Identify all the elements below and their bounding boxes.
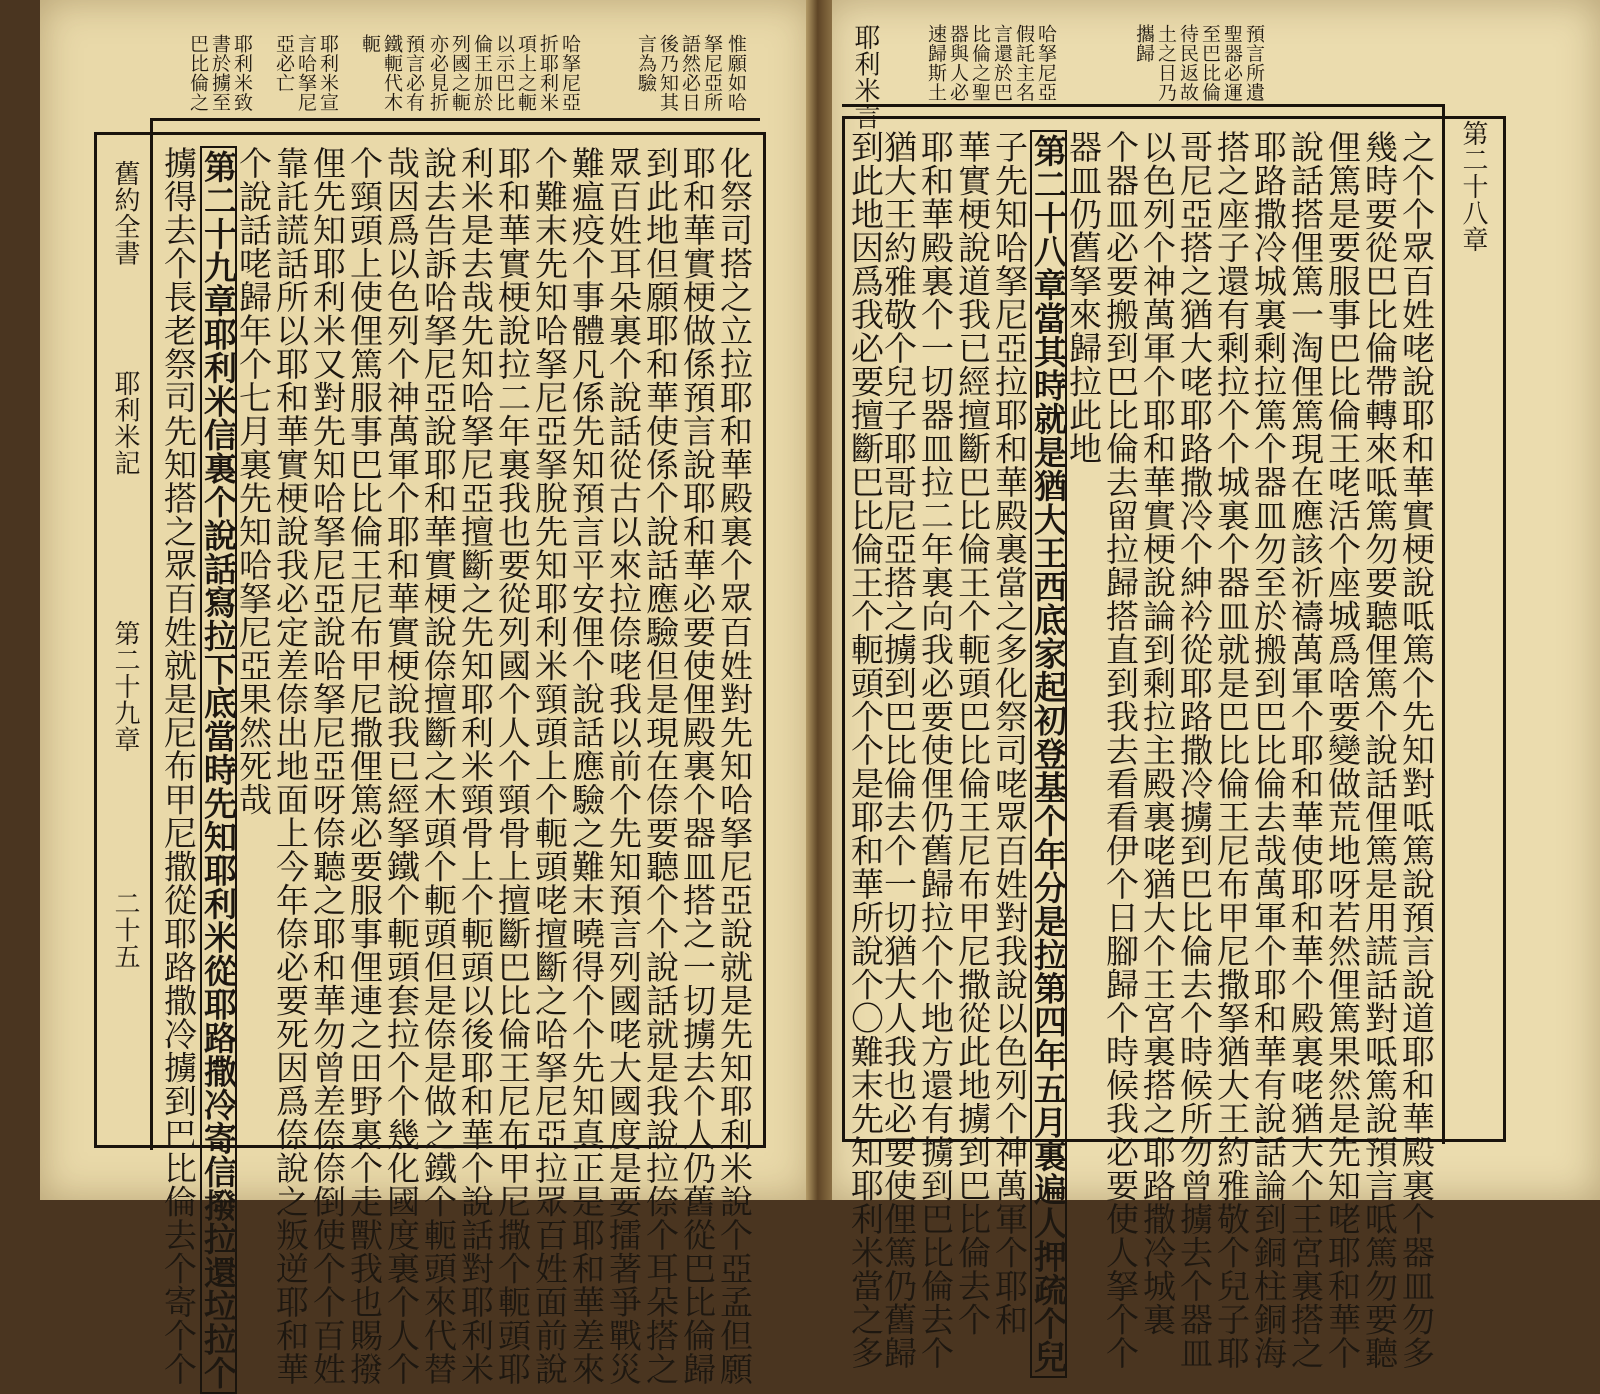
left-book-name: 耶利米記 xyxy=(110,370,140,476)
header-note: 預言必有 xyxy=(403,34,425,112)
text-column: 耶和華殿裏个一切器皿拉二年裏向我必要使俚仍舊歸拉个个地方還有擄到巴比倫去个 xyxy=(916,130,955,1370)
header-note: 器與人必 xyxy=(947,24,969,102)
header-note: 以示巴比 xyxy=(493,34,515,112)
text-column: 之个个眾百姓咾說耶和華實梗說呧篤个先知對呧篤說預言說道耶和華殿裏个器皿勿多 xyxy=(1397,130,1436,1370)
text-column: 利米是去哉先知哈拏尼亞擅斷之先知耶利米頸骨上个軛頭以後耶和華个說話對耶利米 xyxy=(456,146,495,1386)
header-note: 拏尼亞所 xyxy=(701,34,723,112)
header-note: 哈拏尼亞 xyxy=(1035,24,1057,102)
left-margin-rule xyxy=(150,120,153,1150)
book-gutter xyxy=(806,0,832,1200)
header-note: 亦必見折 xyxy=(427,34,449,112)
header-note: 預言所遺 xyxy=(1243,24,1265,102)
header-note: 耶利米宣 xyxy=(317,34,339,112)
header-note: 語然必日 xyxy=(679,34,701,112)
header-note: 後乃知其 xyxy=(657,34,679,112)
header-note: 倫王加於 xyxy=(471,34,493,112)
left-chapter-label: 第二十九章 xyxy=(110,620,140,753)
text-column: 以色列个神萬軍个耶和華實梗說論到剩拉主殿裏咾猶大个王宮裏搭之耶路撒冷城裏 xyxy=(1138,130,1177,1336)
text-column: 化祭司搭之立拉耶和華殿裏个眾百姓對先知哈拏尼亞說就是先知耶利米說个亞孟但願 xyxy=(715,146,754,1386)
text-column: 个說話咾歸年个七月裏先知哈拏尼亞果然死哉 xyxy=(234,146,273,816)
text-column: 靠託謊話所以耶和華實梗說我必定差倷出地面上今年倷必要死因爲倷說之叛逆耶和華 xyxy=(271,146,310,1386)
text-column: 哥尼亞搭之猶大咾耶路撒冷个紳衿從耶路撒冷擄到巴比倫去个時候所勿曾擄去个器皿 xyxy=(1175,130,1214,1370)
text-column: 俚先知耶利米又對先知哈拏尼亞說哈拏尼亞呀倷聽之耶和華勿曾差倷倷倒使个个百姓 xyxy=(308,146,347,1386)
header-note: 言為驗 xyxy=(635,34,657,93)
left-folio-number: 二十五 xyxy=(110,890,140,970)
header-note: 至巴比倫 xyxy=(1199,24,1221,102)
header-note: 軛 xyxy=(359,34,381,54)
left-book-title: 舊約全書 xyxy=(110,160,140,266)
header-note: 巴比倫之 xyxy=(187,34,209,112)
right-chapter-label: 第二十八章 xyxy=(1458,120,1488,253)
header-note: 亞必亡 xyxy=(273,34,295,93)
header-note: 言還於巴 xyxy=(991,24,1013,102)
text-column: 搭之座子還有剩拉个个城裏个器皿就是巴比倫王尼布甲尼撒拏猶大王約雅敬个兒子耶 xyxy=(1212,130,1251,1370)
header-note: 速歸斯土 xyxy=(925,24,947,102)
text-column: 子先知哈拏尼亞拉耶和華殿裏當之多化祭司咾眾百姓對我說以色列个神萬軍个耶和 xyxy=(990,130,1029,1336)
header-note: 哈拏尼亞 xyxy=(559,34,581,112)
right-margin-rule xyxy=(1442,104,1445,1144)
text-column: 說話搭俚篤一淘俚篤現在應該祈禱萬軍个耶和華使耶和華个殿裏咾猶大个王宮裏搭之 xyxy=(1286,130,1325,1370)
text-column: 俚篤是要服事巴比倫王咾活个座城爲啥要變做荒地呀若然俚篤果然是先知咾耶和華个 xyxy=(1323,130,1362,1370)
text-column: 耶和華實梗說拉二年裏我也要從列國个人个頸骨上擅斷巴比倫王尼布甲尼撒个軛頭耶 xyxy=(493,146,532,1386)
header-note: 折耶利米 xyxy=(537,34,559,112)
header-note: 言哈拏尼 xyxy=(295,34,317,112)
text-column: 眾百姓耳朵裏个說話從古以來拉倷咾我以前个先知預言列國咾大國度是要擂著爭戰災 xyxy=(604,146,643,1386)
left-header-rule xyxy=(150,118,760,121)
text-column: 到此地因爲我必要擅斷巴比倫王个軛頭个个是耶和華所說个〇難末先知耶利米當之多 xyxy=(846,130,885,1370)
header-note: 攜歸 xyxy=(1133,24,1155,63)
header-note: 書於擄至 xyxy=(209,34,231,112)
header-note: 土之日乃 xyxy=(1155,24,1177,102)
text-column: 耶路撒冷城裏剩拉篤个器皿勿至於搬到巴比倫去哉萬軍个耶和華有說話論到銅柱銅海 xyxy=(1249,130,1288,1370)
right-book-name: 耶利米言 xyxy=(850,24,880,130)
header-note: 比倫之聖 xyxy=(969,24,991,102)
text-column: 个難末先知哈拏尼亞拏脫先知耶利米頸頭上个軛頭咾擅斷之哈拏尼亞拉眾百姓面前說 xyxy=(530,146,569,1386)
chapter-heading-column: 第二十九章耶利米信裏个說話寫拉下底當時先知耶利米從耶路撒冷寄信撥拉還垃拉个 xyxy=(200,146,237,1394)
text-column: 難瘟疫个事體凡係先知預言平安俚个說話應驗之難末曉得个个先知真正是耶和華差來 xyxy=(567,146,606,1386)
text-column: 擄得去个長老祭司先知搭之眾百姓就是尼布甲尼撒從耶路撒冷擄到巴比倫去个寄个个 xyxy=(159,146,198,1386)
header-note: 列國之軛 xyxy=(449,34,471,112)
text-column: 猶大王約雅敬个兒子耶哥尼亞搭之擄到巴比倫去个一切猶大人我也必要使俚篤仍舊歸 xyxy=(879,130,918,1370)
right-header-rule xyxy=(842,104,1442,107)
text-column: 哉因爲以色列个神萬軍个耶和華實梗說我已經拏鐵个軛頭套拉个个幾化國度裏个人个 xyxy=(382,146,421,1386)
header-note: 耶利米致 xyxy=(231,34,253,112)
header-note: 鐵軛代木 xyxy=(381,34,403,112)
text-column: 个器皿必要搬到巴比倫去留拉歸搭直到我去看看伊个日腳歸个時候我必要使人拏个个 xyxy=(1101,130,1140,1370)
text-column: 个頸頭上使俚篤服事巴比倫王尼布甲尼撒俚篤必要服事俚連之田野裏个走獸我也賜撥 xyxy=(345,146,384,1386)
text-column: 器皿仍舊拏來歸拉此地 xyxy=(1064,130,1103,465)
text-column: 說去告訴哈拏尼亞說耶和華實梗說倷擅斷之木頭个軛頭但是倷是做之鐵个軛頭來代替 xyxy=(419,146,458,1386)
text-column: 幾時要從巴比倫帶轉來呧篤勿要聽俚篤个說話俚篤是用謊話對呧篤說預言呧篤勿要聽 xyxy=(1360,130,1399,1370)
chapter-heading-column: 第二十八章當其時就是猶大王西底家起初登基个年分是拉第四年五月裏遍人押疏个兒 xyxy=(1030,130,1067,1378)
header-note: 待民返故 xyxy=(1177,24,1199,102)
text-column: 到此地但願耶和華使係个說話應驗但是現在倷要聽个个說話就是我說拉倷个耳朵搭之 xyxy=(641,146,680,1386)
text-column: 華實梗說道我已經擅斷巴比倫王个軛頭巴比倫王尼布甲尼撒從此地擄到巴比倫去个 xyxy=(953,130,992,1336)
header-note: 聖器必運 xyxy=(1221,24,1243,102)
text-column: 耶和華實梗做係預言說耶和華必要使俚殿裏个器皿搭之一切擄去个人仍舊從巴比倫歸 xyxy=(678,146,717,1386)
header-note: 假託主名 xyxy=(1013,24,1035,102)
header-note: 項上之軛 xyxy=(515,34,537,112)
header-note: 惟願如哈 xyxy=(725,34,747,112)
